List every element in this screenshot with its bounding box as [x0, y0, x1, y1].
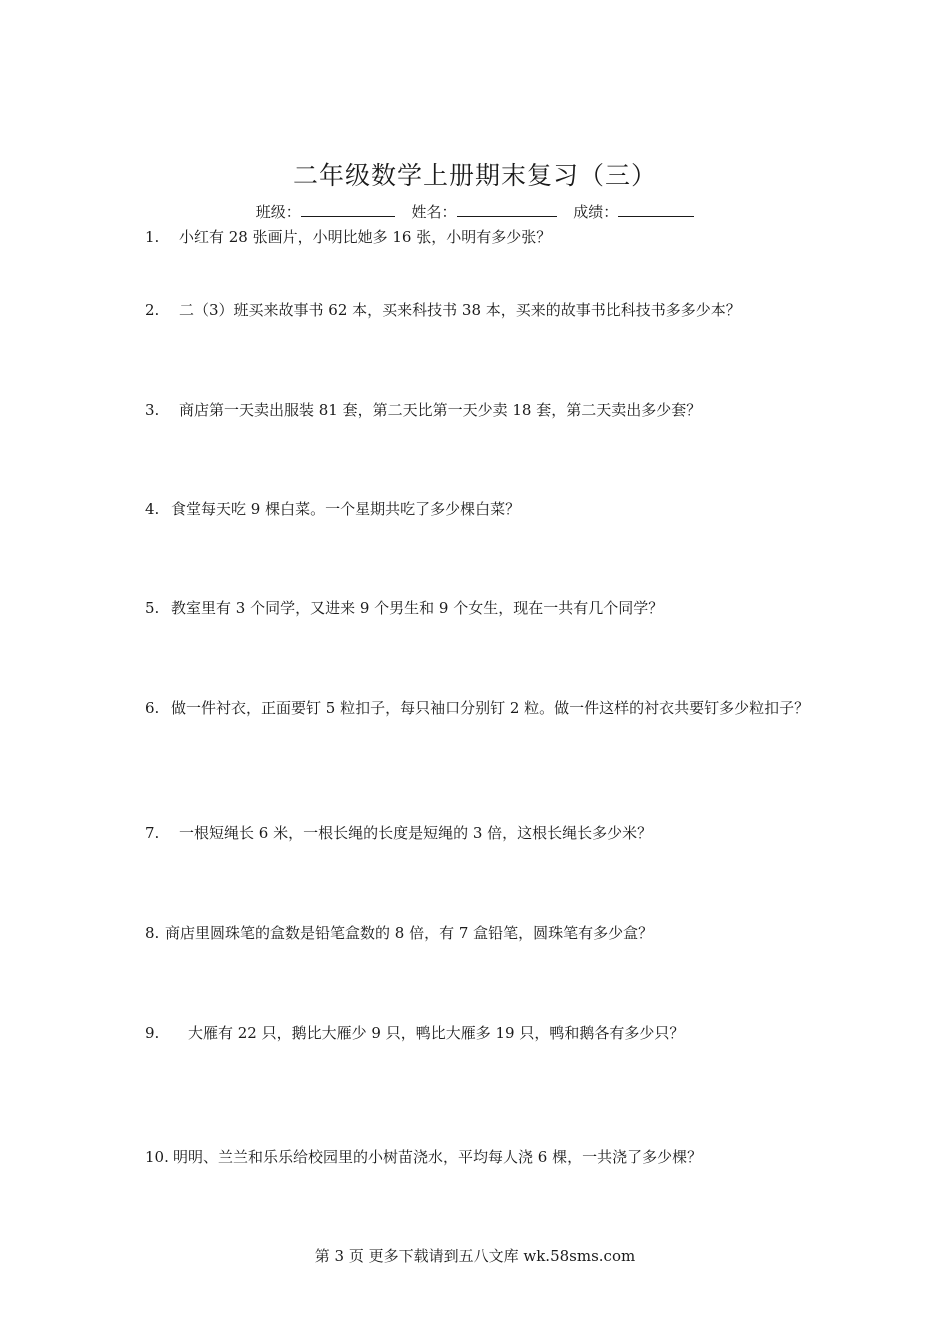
question-number: 2. [145, 301, 160, 319]
name-label: 姓名： [411, 203, 457, 221]
question-text: 食堂每天吃 9 棵白菜。一个星期共吃了多少棵白菜？ [171, 500, 521, 518]
question-text: 二（3）班买来故事书 62 本，买来科技书 38 本，买来的故事书比科技书多多少本？ [179, 301, 741, 319]
question-number: 7. [145, 824, 160, 842]
student-info-line [0, 201, 950, 222]
question-9 [145, 1019, 815, 1047]
question-7 [145, 819, 815, 847]
question-text: 大雁有 22 只，鹅比大雁少 9 只，鸭比大雁多 19 只，鸭和鹅各有多少只？ [188, 1024, 685, 1042]
question-text: 明明、兰兰和乐乐给校园里的小树苗浇水，平均每人浇 6 棵，一共浇了多少棵？ [173, 1148, 703, 1166]
question-number: 3. [145, 401, 160, 419]
question-number: 4. [145, 500, 160, 518]
question-number: 6. [145, 699, 160, 717]
question-number: 9. [145, 1024, 160, 1042]
question-10 [145, 1143, 815, 1171]
page-footer: 第 3 页 更多下载请到五八文库 wk.58sms.com [314, 1247, 636, 1265]
question-text: 商店第一天卖出服装 81 套，第二天比第一天少卖 18 套，第二天卖出多少套？ [179, 401, 702, 419]
question-3 [145, 396, 815, 424]
question-8 [145, 919, 815, 947]
question-text: 小红有 28 张画片，小明比她多 16 张，小明有多少张？ [179, 228, 552, 246]
question-2 [145, 296, 815, 324]
class-blank[interactable] [301, 202, 395, 217]
page-title: 二年级数学上册期末复习（三） [292, 161, 657, 190]
question-text: 教室里有 3 个同学，又进来 9 个男生和 9 个女生，现在一共有几个同学？ [171, 599, 664, 617]
question-6 [145, 694, 815, 722]
question-number: 10. [145, 1148, 169, 1166]
question-number: 8. [145, 924, 160, 942]
question-text: 做一件衬衣，正面要钉 5 粒扣子，每只袖口分别钉 2 粒。做一件这样的衬衣共要钉多少粒扣子？ [171, 699, 810, 717]
class-label: 班级： [255, 203, 301, 221]
question-1 [145, 223, 815, 251]
question-text: 一根短绳长 6 米，一根长绳的长度是短绳的 3 倍，这根长绳长多少米？ [179, 824, 653, 842]
score-blank[interactable] [618, 202, 694, 217]
score-label: 成绩： [573, 203, 619, 221]
question-number: 5. [145, 599, 160, 617]
question-number: 1. [145, 228, 160, 246]
question-4 [145, 495, 815, 523]
question-5 [145, 594, 815, 622]
question-text: 商店里圆珠笔的盒数是铅笔盒数的 8 倍，有 7 盒铅笔，圆珠笔有多少盒？ [165, 924, 654, 942]
name-blank[interactable] [457, 202, 557, 217]
